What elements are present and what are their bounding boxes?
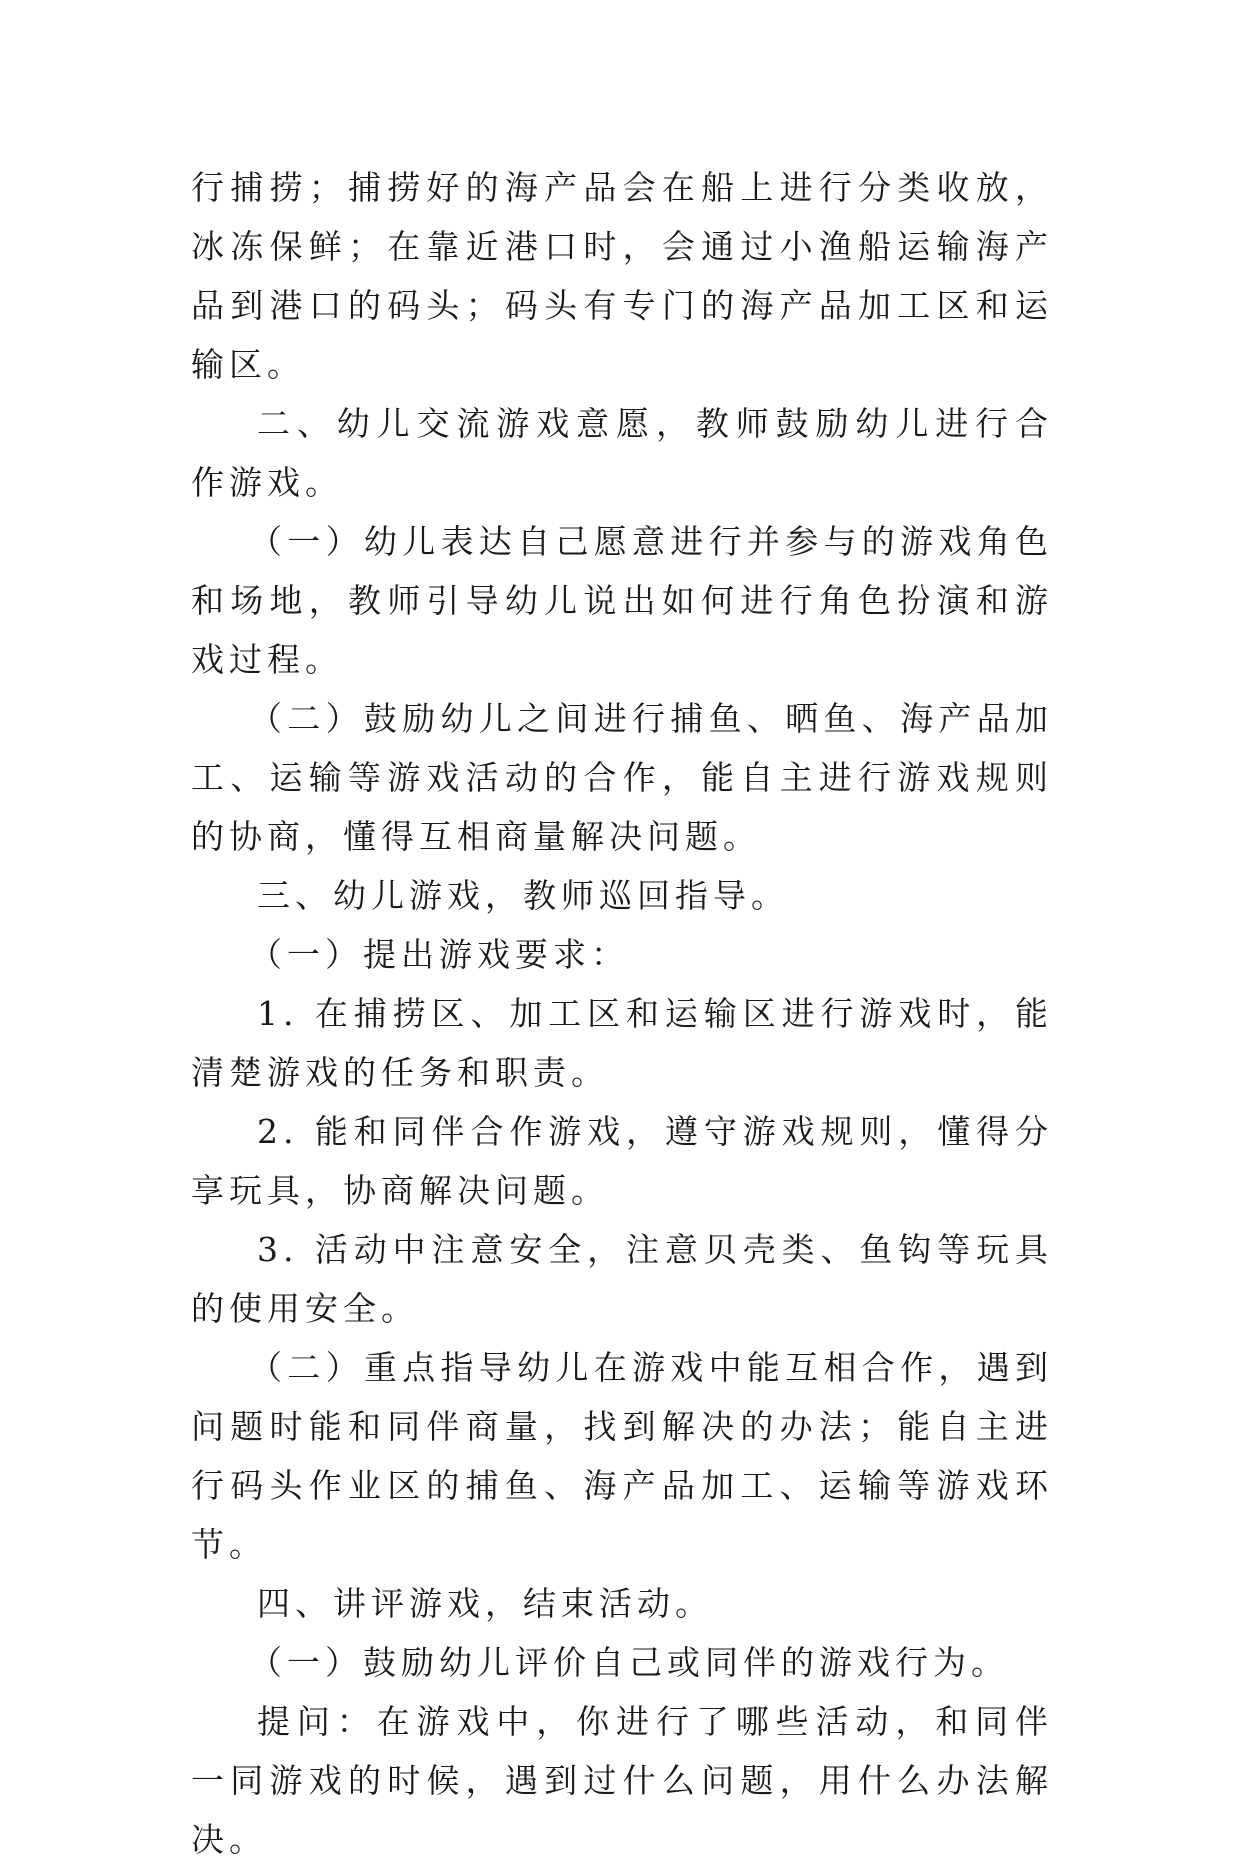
paragraph-3-2: （二）重点指导幼儿在游戏中能互相合作，遇到问题时能和同伴商量，找到解决的办法；能自主进行码头作业区的捕鱼、海产品加工、运输等游戏环节。: [191, 1348, 1053, 1564]
section-heading-2: 二、幼儿交流游戏意愿，教师鼓励幼儿进行合作游戏。: [191, 404, 1053, 502]
section-heading-4: 四、讲评游戏，结束活动。: [257, 1584, 713, 1623]
document-body: [191, 158, 1053, 1869]
section-heading-3: 三、幼儿游戏，教师巡回指导。: [257, 876, 789, 915]
paragraph-4-1: （一）鼓励幼儿评价自己或同伴的游戏行为。: [249, 1643, 1009, 1682]
paragraph-3-1: （一）提出游戏要求：: [249, 935, 629, 974]
list-item-2: 2. 能和同伴合作游戏，遵守游戏规则，懂得分享玩具，协商解决问题。: [191, 1112, 1053, 1210]
list-item-3: 3. 活动中注意安全，注意贝壳类、鱼钩等玩具的使用安全。: [191, 1230, 1053, 1328]
paragraph-2-1: （一）幼儿表达自己愿意进行并参与的游戏角色和场地，教师引导幼儿说出如何进行角色扮演和游戏过程。: [191, 522, 1053, 679]
paragraph-continuation: 行捕捞；捕捞好的海产品会在船上进行分类收放，冰冻保鲜；在靠近港口时，会通过小渔船运输海产品到港口的码头；码头有专门的海产品加工区和运输区。: [191, 168, 1053, 384]
list-item-1: 1. 在捕捞区、加工区和运输区进行游戏时，能清楚游戏的任务和职责。: [191, 994, 1053, 1092]
paragraph-2-2: （二）鼓励幼儿之间进行捕鱼、晒鱼、海产品加工、运输等游戏活动的合作，能自主进行游戏规则的协商，懂得互相商量解决问题。: [191, 699, 1053, 856]
question-paragraph: 提问：在游戏中，你进行了哪些活动，和同伴一同游戏的时候，遇到过什么问题，用什么办法解决。: [191, 1702, 1053, 1859]
